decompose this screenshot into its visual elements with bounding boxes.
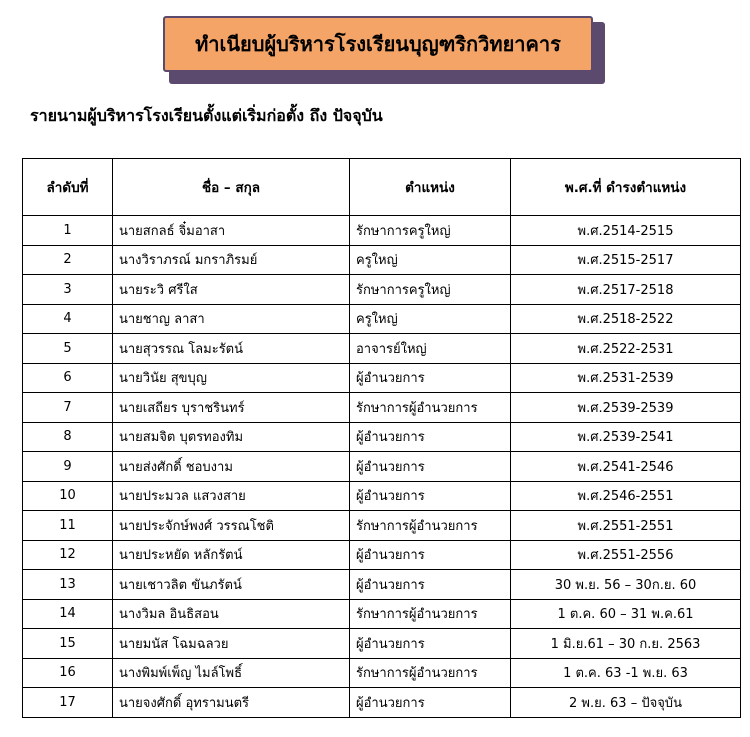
page-title: ทำเนียบผู้บริหารโรงเรียนบุญฑริกวิทยาคาร [195,32,561,56]
row-number: 6 [23,363,113,393]
table-row [23,688,741,718]
row-name: นายมนัส โฉมฉลวย [113,629,350,659]
row-number: 10 [23,481,113,511]
table-row [23,481,741,511]
row-number: 4 [23,304,113,334]
row-years: พ.ศ.2522-2531 [511,334,741,364]
row-name: นายเชาวลิต ขันภรัตน์ [113,570,350,600]
row-number: 9 [23,452,113,482]
table-row [23,304,741,334]
row-number: 16 [23,658,113,688]
row-years: พ.ศ.2515-2517 [511,245,741,275]
row-name: นายประมวล แสวงสาย [113,481,350,511]
row-years: พ.ศ.2531-2539 [511,363,741,393]
row-name: นายชาญ ลาสา [113,304,350,334]
row-name: นายจงศักดิ์ อุทรามนตรี [113,688,350,718]
table-row [23,540,741,570]
row-name: นายวินัย สุขบุญ [113,363,350,393]
row-name: นายสุวรรณ โลมะรัตน์ [113,334,350,364]
row-years: พ.ศ.2541-2546 [511,452,741,482]
row-years: พ.ศ.2546-2551 [511,481,741,511]
row-position: รักษาการผู้อำนวยการ [350,393,511,423]
title-banner [163,16,605,84]
row-position: รักษาการครูใหญ่ [350,216,511,246]
row-position: รักษาการครูใหญ่ [350,275,511,305]
row-number: 2 [23,245,113,275]
row-years: พ.ศ.2514-2515 [511,216,741,246]
row-number: 15 [23,629,113,659]
title-banner-box [163,16,593,72]
row-years: 1 ต.ค. 63 -1 พ.ย. 63 [511,658,741,688]
row-number: 14 [23,599,113,629]
row-number: 17 [23,688,113,718]
table-row [23,245,741,275]
row-position: ครูใหญ่ [350,304,511,334]
row-name: นายระวิ ศรีใส [113,275,350,305]
row-position: ครูใหญ่ [350,245,511,275]
row-position: ผู้อำนวยการ [350,688,511,718]
row-position: รักษาการผู้อำนวยการ [350,658,511,688]
header-position: ตำแหน่ง [350,159,511,216]
row-position: รักษาการผู้อำนวยการ [350,599,511,629]
administrators-table [22,158,741,718]
page-subtitle: รายนามผู้บริหารโรงเรียนตั้งแต่เริ่มก่อตั้ง ถึง ปัจจุบัน [30,106,383,125]
row-number: 8 [23,422,113,452]
row-number: 7 [23,393,113,423]
row-name: นายสมจิต บุตรทองทิม [113,422,350,452]
table-row [23,334,741,364]
row-years: พ.ศ.2539-2539 [511,393,741,423]
row-years: 1 มิ.ย.61 – 30 ก.ย. 2563 [511,629,741,659]
table-row [23,629,741,659]
row-number: 5 [23,334,113,364]
row-position: อาจารย์ใหญ่ [350,334,511,364]
row-position: ผู้อำนวยการ [350,363,511,393]
row-name: นายประจักษ์พงศ์ วรรณโชติ [113,511,350,541]
row-years: พ.ศ.2551-2551 [511,511,741,541]
row-years: พ.ศ.2551-2556 [511,540,741,570]
table-row [23,658,741,688]
table-header-row [23,159,741,216]
row-name: นางพิมพ์เพ็ญ ไมล์โพธิ์ [113,658,350,688]
row-position: ผู้อำนวยการ [350,422,511,452]
row-years: 1 ต.ค. 60 – 31 พ.ค.61 [511,599,741,629]
row-position: ผู้อำนวยการ [350,452,511,482]
row-number: 11 [23,511,113,541]
row-number: 3 [23,275,113,305]
table-row [23,599,741,629]
row-name: นายสกลธ์ จิ๋มอาสา [113,216,350,246]
row-position: ผู้อำนวยการ [350,570,511,600]
table-row [23,511,741,541]
table-row [23,452,741,482]
header-number: ลำดับที่ [23,159,113,216]
row-number: 13 [23,570,113,600]
row-position: ผู้อำนวยการ [350,540,511,570]
table-row [23,275,741,305]
row-number: 1 [23,216,113,246]
header-years: พ.ศ.ที่ ดำรงตำแหน่ง [511,159,741,216]
row-name: นายประหยัด หลักรัตน์ [113,540,350,570]
row-position: ผู้อำนวยการ [350,481,511,511]
header-name: ชื่อ – สกุล [113,159,350,216]
row-position: รักษาการผู้อำนวยการ [350,511,511,541]
table-row [23,216,741,246]
row-name: นางวิมล อินธิสอน [113,599,350,629]
row-years: พ.ศ.2518-2522 [511,304,741,334]
table-row [23,393,741,423]
row-position: ผู้อำนวยการ [350,629,511,659]
row-years: พ.ศ.2539-2541 [511,422,741,452]
table-row [23,363,741,393]
row-name: นางวิราภรณ์ มกราภิรมย์ [113,245,350,275]
row-name: นายเสถียร บุราชรินทร์ [113,393,350,423]
row-name: นายส่งศักดิ์ ชอบงาม [113,452,350,482]
row-years: พ.ศ.2517-2518 [511,275,741,305]
row-years: 30 พ.ย. 56 – 30ก.ย. 60 [511,570,741,600]
table-row [23,570,741,600]
row-number: 12 [23,540,113,570]
table-row [23,422,741,452]
row-years: 2 พ.ย. 63 – ปัจจุบัน [511,688,741,718]
